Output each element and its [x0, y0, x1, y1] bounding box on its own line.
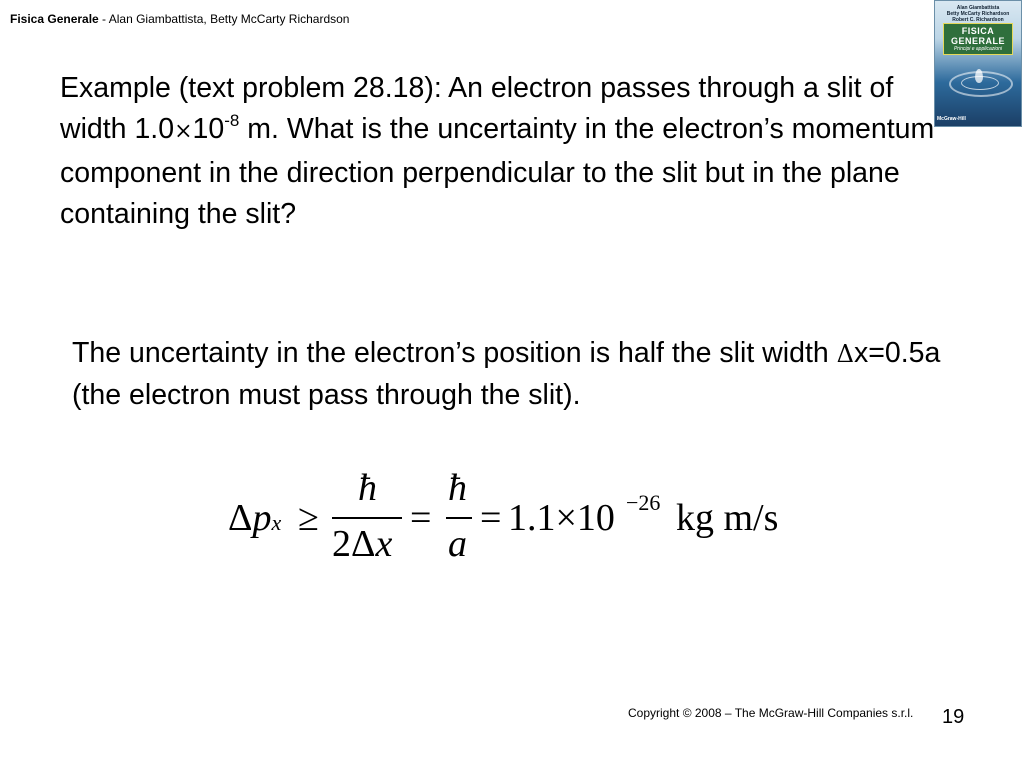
eq-delta-p [228, 496, 281, 540]
water-drop-graphic [975, 69, 983, 83]
problem-text-3: m. What is the uncertainty in the electron’s momentum component in the direction perpendicular to the slit but in the plane containing the slit? [60, 113, 935, 230]
explanation-text [72, 333, 952, 416]
problem-exponent: -8 [224, 111, 240, 130]
eq-hbar-2: ħ [448, 467, 467, 509]
eq-equals-2: = [480, 497, 502, 539]
cover-title-box [943, 23, 1013, 55]
cover-subtitle: Principi e applicazioni [953, 46, 1003, 52]
cover-author-2: Betty McCarty Richardson [946, 11, 1010, 17]
eq-denominator-a: a [448, 523, 467, 565]
delta-symbol: Δ [836, 340, 854, 368]
problem-text-2: 10 [192, 113, 225, 145]
eq-equals-1: = [410, 497, 432, 539]
book-title: Fisica Generale [10, 12, 99, 26]
cover-title: FISICA GENERALE [950, 26, 1005, 46]
eq-exponent: −26 [626, 490, 661, 515]
momentum-uncertainty-equation [228, 466, 808, 576]
eq-denom-x: x [375, 523, 393, 565]
explanation-text-1: The uncertainty in the electron’s position is half the slit width [72, 337, 837, 369]
cover-author-1: Alan Giambattista [956, 5, 1000, 11]
eq-subscript-x: x [271, 510, 282, 535]
eq-fraction-bar-1 [332, 517, 402, 519]
eq-hbar-1: ħ [358, 467, 377, 509]
eq-delta: Δ [228, 497, 253, 539]
page-number: 19 [942, 706, 965, 728]
eq-geq: ≥ [298, 497, 319, 539]
explanation-text-2: x=0.5a (the electron must pass through the slit). [72, 337, 941, 411]
eq-denominator-1 [332, 522, 392, 566]
times-symbol: × [174, 119, 193, 144]
problem-text-1: Example (text problem 28.18): An electron passes through a slit of width 1.0 [60, 72, 894, 145]
cover-authors [935, 5, 1021, 23]
eq-fraction-bar-2 [446, 517, 472, 519]
cover-author-3: Robert C. Richardson [952, 17, 1004, 23]
slide-header [10, 12, 349, 26]
book-authors: - Alan Giambattista, Betty McCarty Richardson [98, 12, 350, 26]
copyright-notice: Copyright © 2008 – The McGraw-Hill Companies s.r.l. [628, 706, 914, 720]
eq-2-delta: 2Δ [332, 523, 376, 565]
problem-statement [60, 68, 960, 235]
eq-p: p [252, 497, 272, 539]
cover-publisher: McGraw-Hill [937, 116, 966, 122]
eq-units: kg m/s [676, 497, 779, 539]
eq-value: 1.1×10 [508, 497, 615, 539]
